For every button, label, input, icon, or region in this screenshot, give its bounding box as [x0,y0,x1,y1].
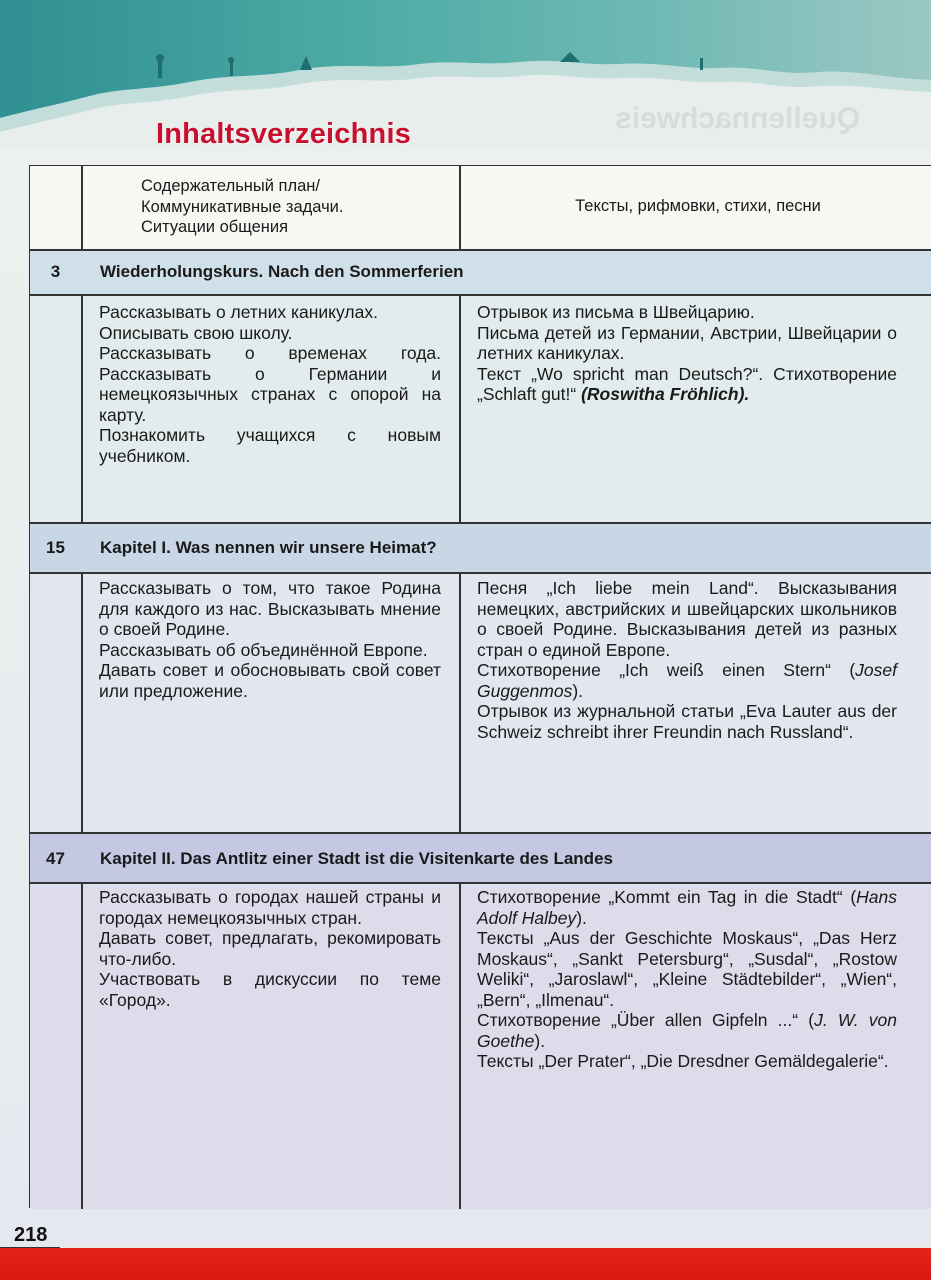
section-title: Kapitel II. Das Antlitz einer Stadt ist die Visitenkarte des Landes [100,849,613,868]
footer-bar [0,1248,931,1280]
decorative-banner [0,0,931,150]
svg-text:Quellennachweis: Quellennachweis [615,102,861,135]
contents-table [29,165,931,1208]
header-col-texts: Тексты, рифмовки, стихи, песни [575,197,821,215]
page-title: Inhaltsverzeichnis [156,118,412,150]
section-goals: Рассказывать о городах нашей страны и городах немецкоязычных стран. Давать совет, предлагать, рекомировать что-либо. Участвовать в дискуссии по теме «Город». [99,887,441,1010]
section-texts: Отрывок из письма в Швейцарию. Письма детей из Германии, Австрии, Швейцарии о летних каникулах. Текст „Wo spricht man Deutsch?“. Стихотворение „Schlaft gut!“ (Roswitha Fröhlich). [477,302,897,404]
section-title: Wiederholungskurs. Nach den Sommerferien [100,262,464,281]
section-page-number: 47 [46,849,65,868]
section-goals: Рассказывать о том, что такое Родина для каждого из нас. Высказывать мнение о своей Родине. Рассказывать об объединённой Европе. Давать совет и обосновывать свой совет или предложение. [99,578,441,701]
section-texts: Стихотворение „Kommt ein Tag in die Stadt“ (Hans Adolf Halbey). Тексты „Aus der Geschichte Moskaus“, „Das Herz Moskaus“, „Sankt Petersburg“, „Susdal“, „Rostow Weliki“, „Jaroslawl“, „Kleine Städtebilder“, „Wien“, „Bern“, „Ilmenau“. Стихотворение „Über allen Gipfeln ...“ (J. W. von Goethe). Тексты „Der Prater“, „Die Dresdner Gemäldegalerie“. [477,887,897,1071]
header-col-plan: Содержательный план/ Коммуникативные задачи. Ситуации общения [141,177,344,236]
section-title: Kapitel I. Was nennen wir unsere Heimat? [100,538,437,557]
section-texts: Песня „Ich liebe mein Land“. Высказывания немецких, австрийских и швейцарских школьников о своей Родине. Высказывания детей из разных стран о единой Европе. Стихотворение „Ich weiß einen Stern“ (Josef Guggenmos). Отрывок из журнальной статьи „Eva Lauter aus der Schweiz schreibt ihrer Freundin nach Russland“. [477,578,897,742]
section-goals: Рассказывать о летних каникулах. Описывать свою школу. Рассказывать о временах года. Рассказывать о Германии и немецкоязычных странах с опорой на карту. Познакомить учащихся с новым учебником. [99,302,441,466]
page-number: 218 [14,1224,48,1246]
section-page-number: 3 [50,262,61,281]
section-page-number: 15 [46,538,65,557]
